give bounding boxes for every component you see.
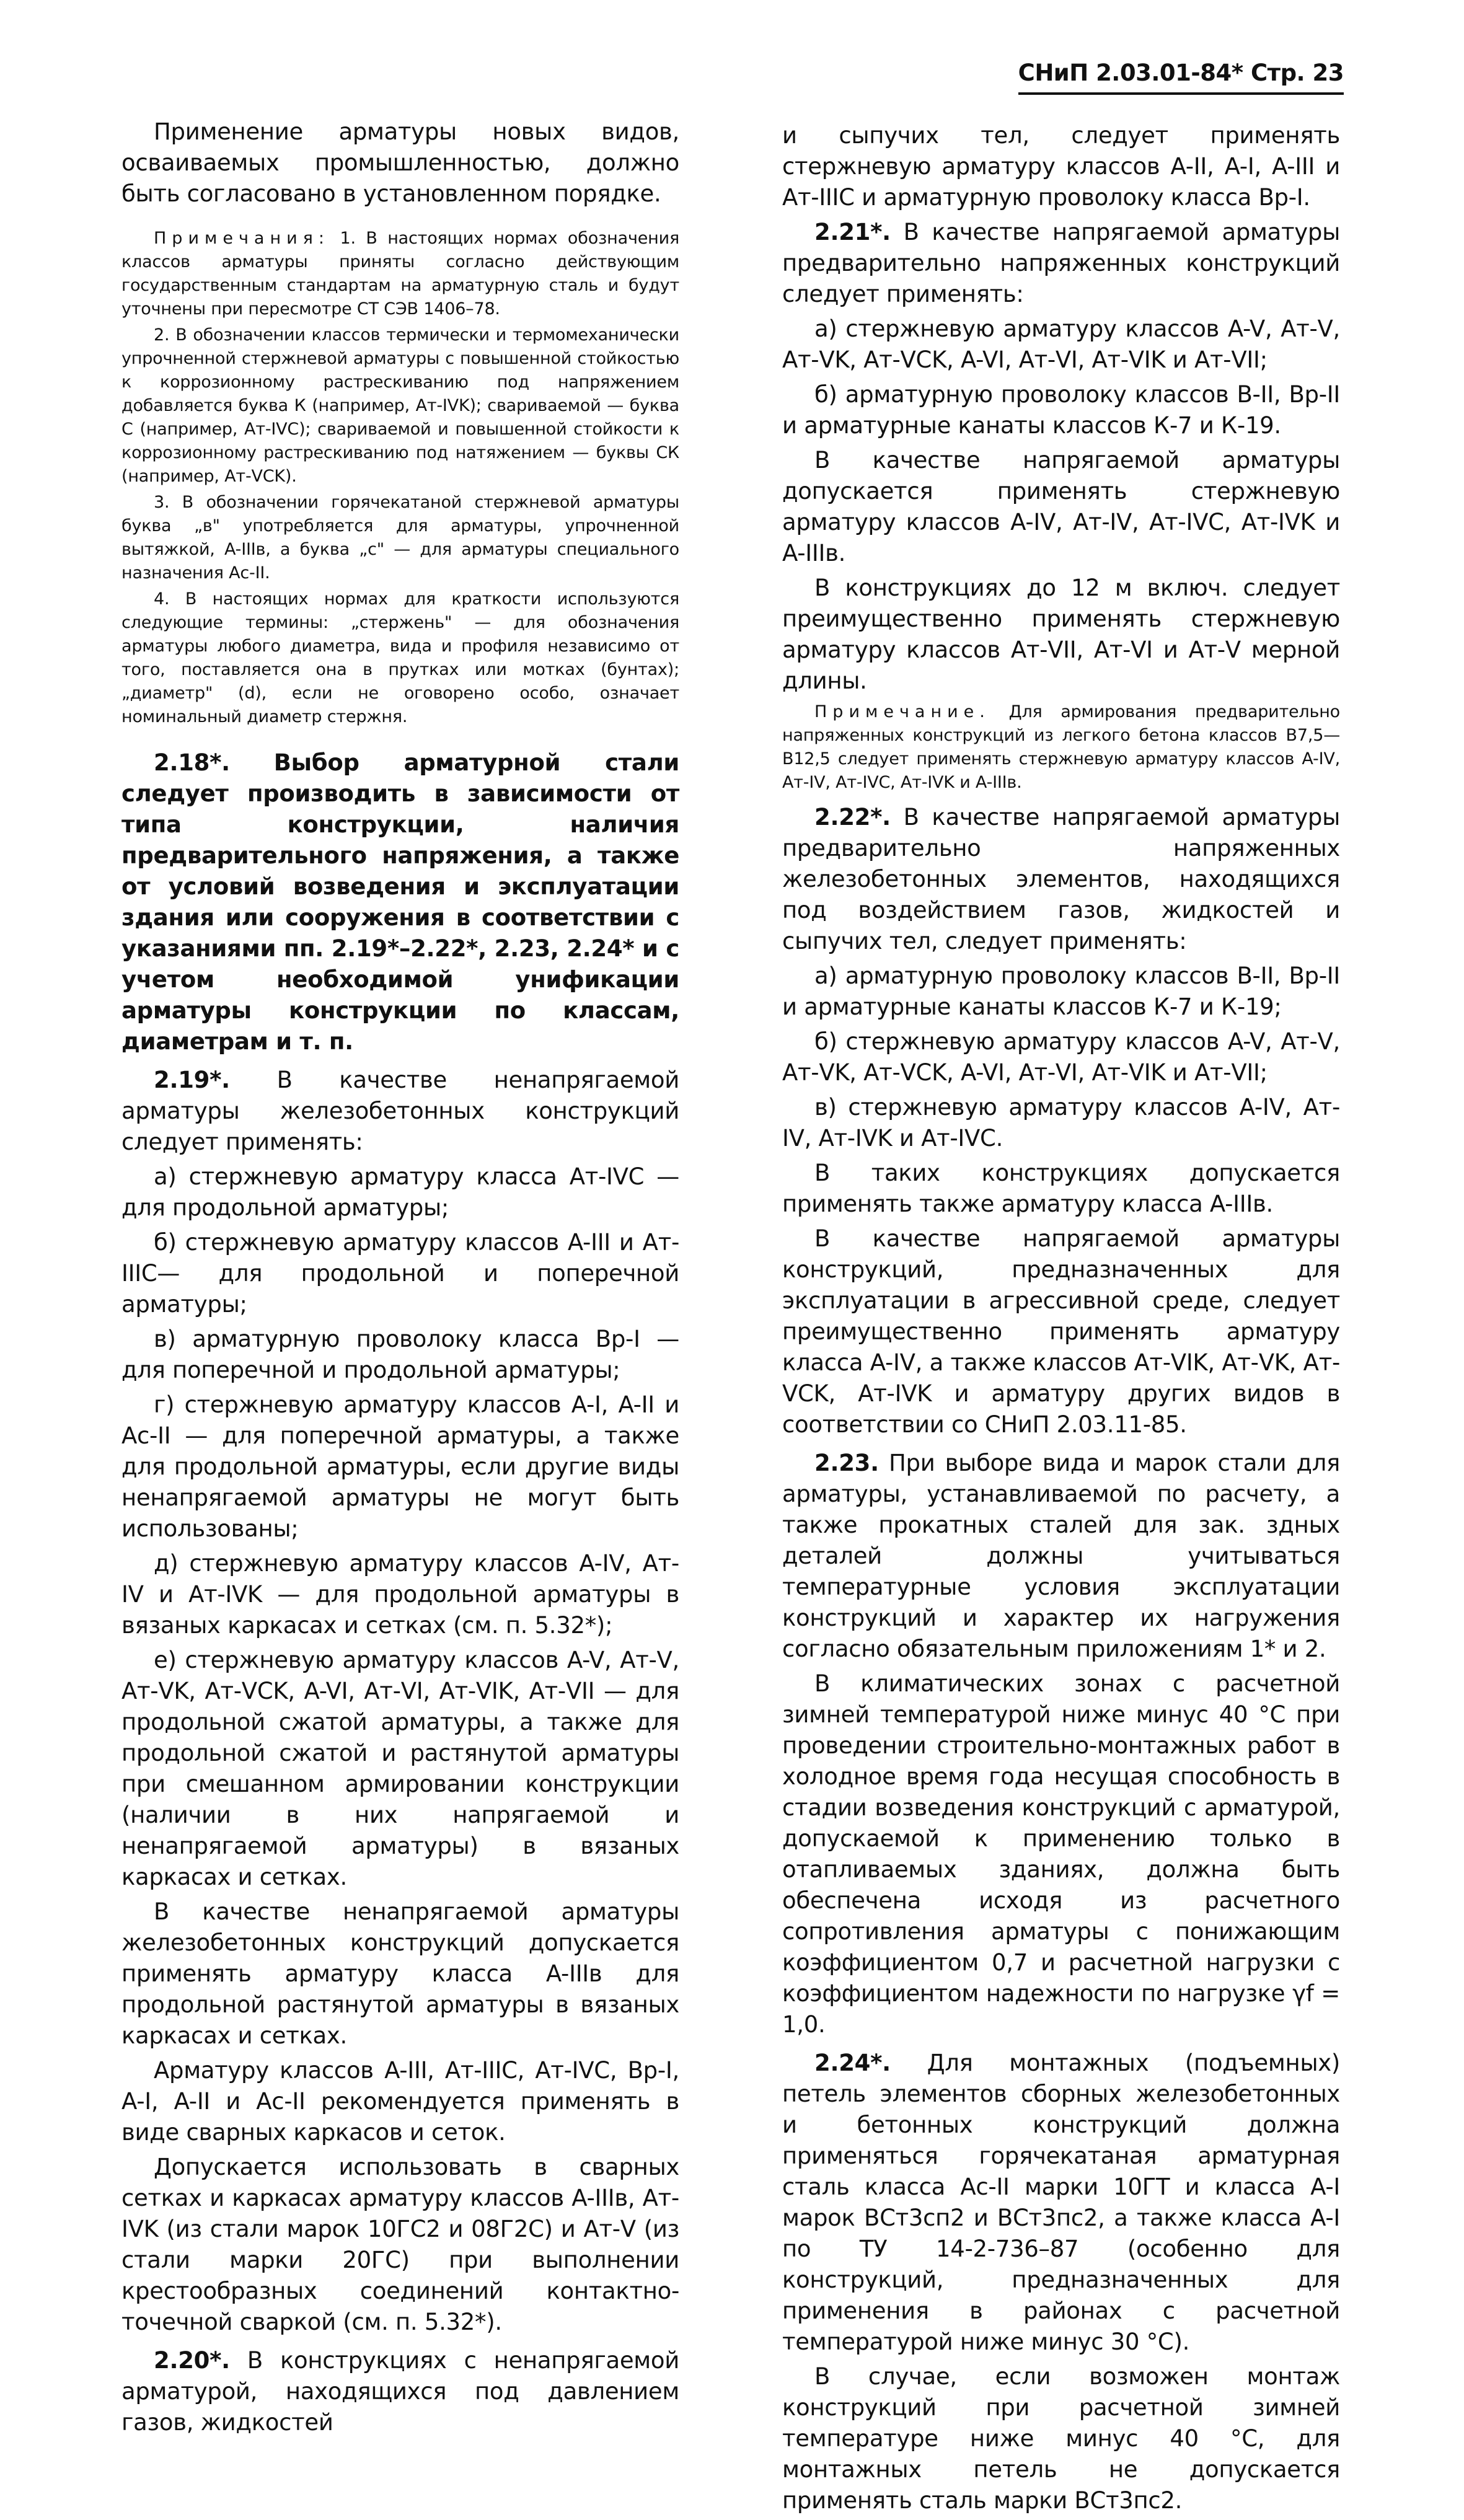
- note-4: 4. В настоящих нормах для краткости используются следующие термины: „стержень" — для обозначения арматуры любого диаметра, вида и профиля независимо от того, поставляется она в прутках или мотках (бунтах); „диаметр" (d), если не оговорено особо, означает номинальный диаметр стержня.: [121, 589, 679, 726]
- paragraph: В случае, если возможен монтаж конструкций при расчетной зимней температуре ниже минус 40 °С, для монтажных петель не допускается применять сталь марки ВСт3пс2.: [782, 2363, 1340, 2514]
- list-item: а) арматурную проволоку классов В-II, Вр-II и арматурные канаты классов К-7 и К-19;: [782, 963, 1340, 1020]
- clause-2-23: [782, 1448, 1340, 1665]
- clause-2-24: [782, 2048, 1340, 2358]
- clause-text: В качестве напрягаемой арматуры предварительно напряженных конструкций следует применять:: [782, 219, 1340, 307]
- clause-text: При выборе вида и марок стали для арматуры, устанавливаемой по расчету, а также прокатных сталей для зак. здных деталей должны учитываться температурные условия эксплуатации конструкций и характер их нагружения согласно обязательным приложениям 1* и 2.: [782, 1450, 1340, 1662]
- continued-paragraph: и сыпучих тел, следует применять стержневую арматуру классов A-II, A-I, A-III и Ат-IIIC и арматурную проволоку класса Вр-I.: [782, 122, 1340, 211]
- clause-text: В качестве напрягаемой арматуры предварительно напряженных железобетонных элементов, находящихся под воздействием газов, жидкостей и сыпучих тел, следует применять:: [782, 804, 1340, 954]
- paragraph: В конструкциях до 12 м включ. следует преимущественно применять стержневую арматуру классов Ат-VII, Ат-VI и Ат-V мерной длины.: [782, 575, 1340, 694]
- clause-2-20: [121, 2345, 679, 2438]
- note-2-21: [782, 700, 1340, 795]
- list-item: б) стержневую арматуру классов A-III и Ат-IIIC— для продольной и поперечной арматуры;: [121, 1229, 679, 1318]
- clause-number: 2.19*.: [154, 1067, 230, 1093]
- clause-text: В конструкциях с ненапрягаемой арматурой, находящихся под давлением газов, жидкостей: [121, 2347, 679, 2436]
- paragraph: В таких конструкциях допускается применять также арматуру класса A-IIIв.: [782, 1160, 1340, 1217]
- list-item: е) стержневую арматуру классов A-V, Ат-V, Ат-VK, Ат-VCK, A-VI, Ат-VI, Ат-VIK, Ат-VII — для продольной сжатой арматуры, а также для продольной сжатой и растянутой арматуры при смешанном армировании конструкции (наличии в них напрягаемой и ненапрягаемой арматуры) в вязаных каркасах и сетках.: [121, 1647, 679, 1890]
- list-item: г) стержневую арматуру классов A-I, A-II и Ас-II — для поперечной арматуры, а также для продольной арматуры, если другие виды ненапрягаемой арматуры не могут быть использованы;: [121, 1391, 679, 1542]
- list-item: а) стержневую арматуру класса Ат-IVC — для продольной арматуры;: [121, 1163, 679, 1221]
- clause-number: 2.24*.: [814, 2050, 891, 2076]
- clause-number: 2.18*.: [154, 749, 230, 776]
- clause-2-19: [121, 1065, 679, 1158]
- intro-paragraph: Применение арматуры новых видов, осваиваемых промышленностью, должно быть согласовано в установленном порядке.: [121, 118, 679, 207]
- note-label: Примечание.: [814, 702, 990, 721]
- note-2: 2. В обозначении классов термически и термомеханически упрочненной стержневой арматуры с повышенной стойкостью к коррозионному растрескиванию под напряжением добавляется буква К (например, Ат-IVK); свариваемой — буква С (например, Ат-IVC); свариваемой и повышенной стойкости к коррозионному растрескиванию под натяжением — буквы СК (например, Ат-VCK).: [121, 325, 679, 486]
- paragraph: В качестве напрягаемой арматуры конструкций, предназначенных для эксплуатации в агрессивной среде, следует преимущественно применять арматуру класса A-IV, а также классов Ат-VIK, Ат-VK, Ат-VCK, Ат-IVK и арматуру других видов в соответствии со СНиП 2.03.11-85.: [782, 1225, 1340, 1438]
- clause-number: 2.20*.: [154, 2347, 230, 2374]
- clause-number: 2.21*.: [814, 219, 891, 245]
- page-header: СНиП 2.03.01-84* Стр. 23: [1018, 59, 1344, 95]
- note-1-text: 1. В настоящих нормах обозначения классов арматуры приняты согласно действующим государственным стандартам на арматурную сталь и будут уточнены при пересмотре СТ СЭВ 1406–78.: [121, 229, 679, 319]
- paragraph: Допускается использовать в сварных сетках и каркасах арматуру классов A-IIIв, Ат-IVK (из стали марок 10ГС2 и 08Г2С) и Ат-V (из стали марки 20ГС) при выполнении крестообразных соединений контактно-точечной сваркой (см. п. 5.32*).: [121, 2154, 679, 2335]
- clause-text: Для монтажных (подъемных) петель элементов сборных железобетонных и бетонных конструкций должна применяться горячекатаная арматурная сталь класса Ас-II марки 10ГТ и класса A-I марок ВСт3сп2 и ВСт3пс2, а также класса A-I по ТУ 14-2-736–87 (особенно для конструкций, предназначенных для применения в районах с расчетной температурой ниже минус 30 °С).: [782, 2050, 1340, 2355]
- clause-2-21: [782, 217, 1340, 310]
- list-item: в) стержневую арматуру классов A-IV, Ат-IV, Ат-IVK и Ат-IVC.: [782, 1094, 1340, 1152]
- list-item: в) арматурную проволоку класса Вр-I — для поперечной и продольной арматуры;: [121, 1326, 679, 1383]
- left-column: [121, 117, 679, 2442]
- list-item: а) стержневую арматуру классов A-V, Ат-V, Ат-VK, Ат-VCK, A-VI, Ат-VI, Ат-VIK и Ат-VII;: [782, 315, 1340, 373]
- clause-number: 2.23.: [814, 1450, 879, 1476]
- paragraph: В климатических зонах с расчетной зимней температурой ниже минус 40 °С при проведении строительно-монтажных работ в холодное время года несущая способность в стадии возведения конструкций с арматурой, допускаемой к применению только в отапливаемых зданиях, должна быть обеспечена исходя из расчетного сопротивления арматуры с понижающим коэффициентом 0,7 и расчетной нагрузки с коэффициентом надежности по нагрузке γf = 1,0.: [782, 1670, 1340, 2038]
- clause-text: В качестве ненапрягаемой арматуры железобетонных конструкций следует применять:: [121, 1067, 679, 1155]
- list-item: б) стержневую арматуру классов A-V, Ат-V, Ат-VK, Ат-VCK, A-VI, Ат-VI, Ат-VIK и Ат-VII;: [782, 1028, 1340, 1086]
- right-column: [782, 120, 1340, 2520]
- paragraph: В качестве ненапрягаемой арматуры железобетонных конструкций допускается применять арматуру класса A-IIIв для продольной растянутой арматуры в вязаных каркасах и сетках.: [121, 1898, 679, 2049]
- clause-2-18: [121, 747, 679, 1057]
- note-1: [121, 227, 679, 321]
- notes-label: Примечания:: [154, 229, 330, 248]
- note-text: Для армирования предварительно напряженных конструкций из легкого бетона классов В7,5—В12,5 следует применять стержневую арматуру классов A-IV, Ат-IV, Ат-IVC, Ат-IVK и A-IIIв.: [782, 702, 1340, 792]
- list-item: б) арматурную проволоку классов В-II, Вр-II и арматурные канаты классов К-7 и К-19.: [782, 381, 1340, 439]
- paragraph: Арматуру классов A-III, Ат-IIIC, Ат-IVC, Вр-I, A-I, A-II и Ас-II рекомендуется применять в виде сварных каркасов и сеток.: [121, 2057, 679, 2146]
- paragraph: В качестве напрягаемой арматуры допускается применять стержневую арматуру классов A-IV, Ат-IV, Ат-IVC, Ат-IVK и A-IIIв.: [782, 447, 1340, 566]
- note-3: 3. В обозначении горячекатаной стержневой арматуры буква „в" употребляется для арматуры, упрочненной вытяжкой, A-IIIв, а буква „с" — для арматуры специального назначения Ас-II.: [121, 493, 679, 583]
- list-item: д) стержневую арматуру классов A-IV, Ат-IV и Ат-IVK — для продольной арматуры в вязаных каркасах и сетках (см. п. 5.32*);: [121, 1550, 679, 1639]
- notes-block: [121, 227, 679, 729]
- clause-number: 2.22*.: [814, 804, 891, 830]
- clause-text: Выбор арматурной стали следует производить в зависимости от типа конструкции, наличия предварительного напряжения, а также от условий возведения и эксплуатации здания или сооружения в соответствии с указаниями пп. 2.19*–2.22*, 2.23, 2.24* и с учетом необходимой унификации арматуры конструкции по классам, диаметрам и т. п.: [121, 749, 679, 1055]
- clause-2-22: [782, 802, 1340, 957]
